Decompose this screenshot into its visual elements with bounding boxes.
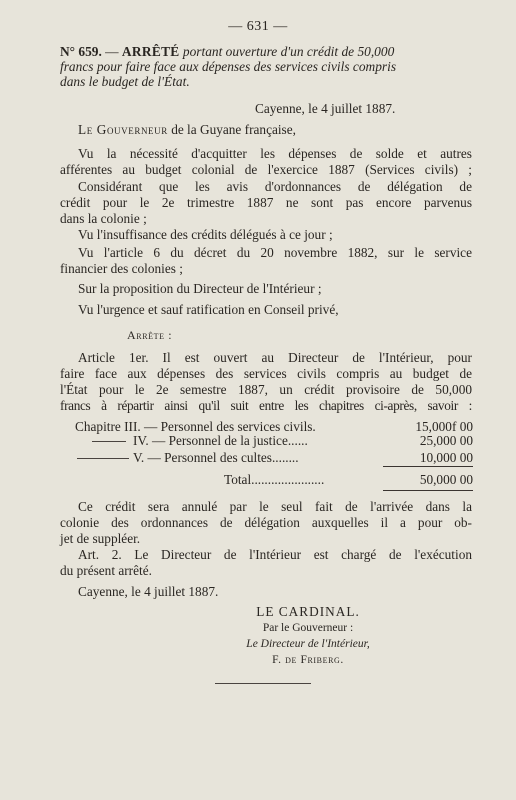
total-underline <box>383 490 473 491</box>
ditto-dash <box>92 441 126 442</box>
signatory-name: LE CARDINAL. <box>256 604 360 619</box>
preamble-line: Vu la nécessité d'acquitter les dépenses de solde et autres <box>78 146 472 161</box>
authority-title: Le Gouverneur <box>78 122 168 137</box>
heading-subject-1: portant ouverture d'un crédit de 50,000 <box>182 44 395 59</box>
sign-place-date: Cayenne, le 4 juillet 1887. <box>78 584 219 599</box>
preamble-line: dans la colonie ; <box>60 211 147 226</box>
closing-line: Art. 2. Le Directeur de l'Intérieur est chargé de l'exécution <box>78 547 472 562</box>
heading-separator: — <box>105 44 119 59</box>
end-rule <box>215 683 311 684</box>
closing-line: Ce crédit sera annulé par le seul fait de l'arrivée dans la <box>78 499 472 514</box>
page-number: — 631 — <box>228 19 288 34</box>
heading-line-1 <box>60 44 472 59</box>
chapter-amount: 15,000f 00 <box>415 419 473 434</box>
total-amount: 50,000 00 <box>419 472 473 487</box>
total-rule <box>383 466 473 467</box>
chapter-amount: 10,000 00 <box>419 450 473 465</box>
signature-for-line: Par le Gouverneur : <box>262 622 354 634</box>
article1-line: Article 1er. Il est ouvert au Directeur de l'Intérieur, pour <box>78 350 472 365</box>
preamble-line: financier des colonies ; <box>60 261 183 276</box>
preamble-line: Considérant que les avis d'ordonnances de délégation de <box>78 179 472 194</box>
preamble-line: Vu l'article 6 du décret du 20 novembre 1882, sur le service <box>78 245 472 260</box>
preamble-line: Vu l'insuffisance des crédits délégués à ce jour ; <box>78 227 333 242</box>
arrete-word: ARRÊTÉ <box>121 44 180 59</box>
signature-role: Le Directeur de l'Intérieur, <box>246 638 370 650</box>
total-label: Total...................... <box>224 472 325 487</box>
authority-line <box>78 122 296 138</box>
place-date: Cayenne, le 4 juillet 1887. <box>255 101 396 116</box>
preamble-line: crédit pour le 2e trimestre 1887 ne sont pas encore parvenus <box>60 195 472 210</box>
authority-rest: de la Guyane française, <box>171 122 296 137</box>
chapter-label: Chapitre III. — Personnel des services civils. <box>75 419 316 434</box>
decree-number: N° 659. <box>60 44 102 59</box>
closing-line: du présent arrêté. <box>60 563 152 578</box>
ditto-dash <box>77 458 129 459</box>
heading-line-3: dans le budget de l'État. <box>60 74 190 89</box>
chapter-row <box>133 433 473 449</box>
preamble-line: Vu l'urgence et sauf ratification en Conseil privé, <box>78 302 339 317</box>
preamble-line: afférentes au budget colonial de l'exercice 1887 (Services civils) ; <box>60 162 472 177</box>
article1-line: francs à répartir ainsi qu'il suit entre les chapitres ci-après, savoir : <box>60 398 472 413</box>
closing-line: colonie des ordonnances de délégation auxquelles il a pour ob- <box>60 515 472 530</box>
chapter-label: V. — Personnel des cultes........ <box>133 450 299 465</box>
preamble-line: Sur la proposition du Directeur de l'Intérieur ; <box>78 281 322 296</box>
signature-signer: F. de Friberg. <box>272 654 344 666</box>
arrete-label: Arrête : <box>127 328 173 342</box>
chapter-label: IV. — Personnel de la justice...... <box>133 433 308 448</box>
total-row <box>224 472 473 488</box>
chapter-row <box>133 450 473 466</box>
heading-line-2: francs pour faire face aux dépenses des services civils compris <box>60 59 397 74</box>
decree-heading <box>60 44 472 89</box>
article1-line: l'État pour le 2e semestre 1887, un crédit provisoire de 50,000 <box>60 382 472 397</box>
chapter-amount: 25,000 00 <box>419 433 473 448</box>
article1-line: faire face aux dépenses des services civils compris au budget de <box>60 366 472 381</box>
closing-line: jet de suppléer. <box>60 531 141 546</box>
